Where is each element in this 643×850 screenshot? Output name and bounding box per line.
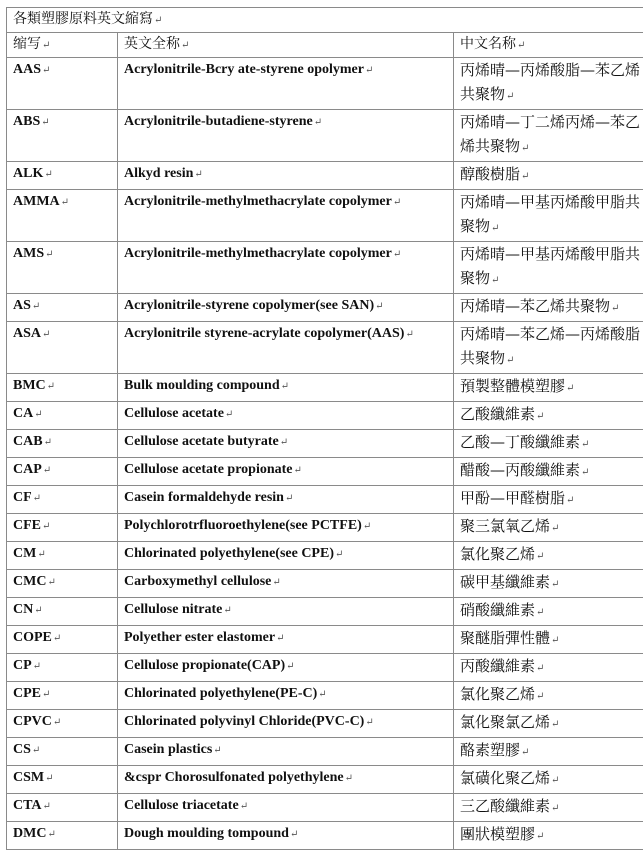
chinese-name-cell[interactable] [454,682,643,710]
abbr-cell[interactable] [7,542,118,570]
paragraph-mark: ↵ [34,605,42,616]
table-row [7,294,643,322]
english-name-text: Chlorinated polyethylene(PE-C) [124,686,317,701]
english-name-text: Casein plastics [124,742,212,757]
english-name-text: Cellulose acetate butyrate [124,434,279,449]
english-name-cell[interactable] [118,162,454,190]
paragraph-mark: ↵ [37,549,45,560]
paragraph-mark: ↵ [154,15,162,26]
chinese-name-cell[interactable] [454,570,643,598]
abbr-cell[interactable] [7,822,118,850]
english-name-text: Acrylonitrile styrene-acrylate copolymer(AAS) [124,326,404,341]
english-name-text: Cellulose acetate [124,406,224,421]
paragraph-mark: ↵ [33,661,41,672]
table-row [7,58,643,110]
abbr-text: CS [13,742,31,757]
paragraph-mark: ↵ [43,465,51,476]
document-page [6,7,643,850]
document-title: 各類塑膠原料英文縮寫 [13,11,153,27]
header-zh-cell[interactable] [454,33,643,58]
table-row [7,458,643,486]
paragraph-mark: ↵ [393,197,401,208]
english-name-cell[interactable] [118,58,454,110]
table-row [7,514,643,542]
abbr-cell[interactable] [7,294,118,322]
paragraph-mark: ↵ [405,329,413,340]
paragraph-mark: ↵ [32,301,40,312]
english-name-text: Acrylonitrile-Bcry ate-styrene opolymer [124,62,364,77]
english-name-text: Acrylonitrile-butadiene-styrene [124,114,313,129]
abbr-cell[interactable] [7,374,118,402]
chinese-name-text: 氯化聚乙烯 [460,545,535,563]
chinese-name-cell[interactable] [454,626,643,654]
paragraph-mark: ↵ [53,717,61,728]
english-name-cell[interactable] [118,242,454,294]
paragraph-mark: ↵ [581,467,589,478]
abbr-cell[interactable] [7,514,118,542]
chinese-name-text: 團狀模塑膠 [460,825,535,843]
paragraph-mark: ↵ [223,605,231,616]
table-row [7,322,643,374]
paragraph-mark: ↵ [536,663,544,674]
paragraph-mark: ↵ [491,275,499,286]
header-en: 英文全称 [124,36,180,52]
chinese-name-cell[interactable] [454,242,643,294]
chinese-name-cell[interactable] [454,794,643,822]
abbr-text: CPE [13,686,41,701]
chinese-name-cell[interactable] [454,822,643,850]
table-row [7,374,643,402]
abbr-text: AMMA [13,194,60,209]
english-name-cell[interactable] [118,542,454,570]
abbr-text: CFE [13,518,41,533]
chinese-name-cell[interactable] [454,486,643,514]
abbr-text: AS [13,298,31,313]
chinese-name-text: 預製整體模塑膠 [460,377,565,395]
chinese-name-text: 甲酚—甲醛樹脂 [460,489,565,507]
english-name-text: Dough moulding tompound [124,826,289,841]
chinese-name-cell[interactable] [454,514,643,542]
paragraph-mark: ↵ [44,437,52,448]
table-row [7,110,643,162]
english-name-text: Cellulose propionate(CAP) [124,658,285,673]
table-row [7,598,643,626]
paragraph-mark: ↵ [536,831,544,842]
paragraph-mark: ↵ [611,303,619,314]
paragraph-mark: ↵ [42,40,50,51]
english-name-text: &cspr Chorosulfonated polyethylene [124,770,344,785]
english-name-cell[interactable] [118,710,454,738]
abbr-cell[interactable] [7,486,118,514]
paragraph-mark: ↵ [318,689,326,700]
abbr-text: CF [13,490,32,505]
header-row [7,33,643,58]
chinese-name-cell[interactable] [454,58,643,110]
chinese-name-cell[interactable] [454,654,643,682]
chinese-name-text: 丙烯晴—甲基丙烯酸甲脂共聚物 [460,245,640,287]
english-name-cell[interactable] [118,458,454,486]
chinese-name-cell[interactable] [454,110,643,162]
paragraph-mark: ↵ [290,829,298,840]
english-name-cell[interactable] [118,514,454,542]
chinese-name-text: 醇酸樹脂 [460,165,520,183]
abbr-cell[interactable] [7,430,118,458]
chinese-name-text: 氯化聚氯乙烯 [460,713,550,731]
table-row [7,486,643,514]
paragraph-mark: ↵ [33,493,41,504]
chinese-name-cell[interactable] [454,766,643,794]
paragraph-mark: ↵ [521,171,529,182]
header-zh: 中文名称 [460,36,516,52]
paragraph-mark: ↵ [581,439,589,450]
english-name-cell[interactable] [118,654,454,682]
header-abbr: 缩写 [13,36,41,52]
english-name-cell[interactable] [118,570,454,598]
paragraph-mark: ↵ [213,745,221,756]
table-row [7,794,643,822]
table-row [7,654,643,682]
abbr-cell[interactable] [7,322,118,374]
english-name-text: Carboxymethyl cellulose [124,574,271,589]
chinese-name-cell[interactable] [454,374,643,402]
abbr-cell[interactable] [7,794,118,822]
chinese-name-cell[interactable] [454,542,643,570]
english-name-text: Chlorinated polyvinyl Chloride(PVC-C) [124,714,364,729]
paragraph-mark: ↵ [225,409,233,420]
chinese-name-text: 乙酸纖維素 [460,405,535,423]
paragraph-mark: ↵ [517,40,525,51]
abbr-cell[interactable] [7,766,118,794]
english-name-cell[interactable] [118,822,454,850]
abbr-cell[interactable] [7,190,118,242]
abbr-cell[interactable] [7,162,118,190]
table-row [7,402,643,430]
paragraph-mark: ↵ [536,411,544,422]
abbr-text: ASA [13,326,41,341]
paragraph-mark: ↵ [536,551,544,562]
paragraph-mark: ↵ [521,143,529,154]
english-name-text: Cellulose nitrate [124,602,222,617]
english-name-cell[interactable] [118,486,454,514]
paragraph-mark: ↵ [43,801,51,812]
chinese-name-text: 碳甲基纖維素 [460,573,550,591]
paragraph-mark: ↵ [375,301,383,312]
abbr-text: CSM [13,770,44,785]
paragraph-mark: ↵ [34,409,42,420]
chinese-name-text: 乙酸—丁酸纖維素 [460,433,580,451]
english-name-text: Cellulose triacetate [124,798,239,813]
paragraph-mark: ↵ [44,169,52,180]
abbr-text: ALK [13,166,43,181]
paragraph-mark: ↵ [53,633,61,644]
paragraph-mark: ↵ [42,689,50,700]
abbr-text: COPE [13,630,52,645]
paragraph-mark: ↵ [314,117,322,128]
abbr-cell[interactable] [7,710,118,738]
abbr-cell[interactable] [7,402,118,430]
english-name-cell[interactable] [118,190,454,242]
chinese-name-text: 丙烯晴—丙烯酸脂—苯乙烯共聚物 [460,61,640,103]
abbr-cell[interactable] [7,626,118,654]
english-name-text: Polychlorotrfluoroethylene(see PCTFE) [124,518,362,533]
abbr-text: CMC [13,574,46,589]
header-en-cell[interactable] [118,33,454,58]
abbr-text: DMC [13,826,46,841]
chinese-name-cell[interactable] [454,402,643,430]
english-name-cell[interactable] [118,738,454,766]
english-name-cell[interactable] [118,598,454,626]
abbr-text: CTA [13,798,42,813]
chinese-name-text: 聚三氯氧乙烯 [460,517,550,535]
chinese-name-cell[interactable] [454,162,643,190]
paragraph-mark: ↵ [286,661,294,672]
chinese-name-text: 氯化聚乙烯 [460,685,535,703]
english-name-text: Bulk moulding compound [124,378,280,393]
paragraph-mark: ↵ [47,381,55,392]
abbr-text: CPVC [13,714,52,729]
table-row [7,682,643,710]
chinese-name-text: 聚醚脂彈性體 [460,629,550,647]
paragraph-mark: ↵ [506,91,514,102]
chinese-name-cell[interactable] [454,322,643,374]
paragraph-mark: ↵ [551,579,559,590]
chinese-name-cell[interactable] [454,710,643,738]
paragraph-mark: ↵ [272,577,280,588]
english-name-text: Acrylonitrile-methylmethacrylate copolymer [124,246,392,261]
paragraph-mark: ↵ [393,249,401,260]
english-name-cell[interactable] [118,682,454,710]
abbr-text: CN [13,602,33,617]
paragraph-mark: ↵ [335,549,343,560]
english-name-cell[interactable] [118,402,454,430]
abbr-text: AMS [13,246,44,261]
chinese-name-cell[interactable] [454,458,643,486]
paragraph-mark: ↵ [240,801,248,812]
paragraph-mark: ↵ [536,691,544,702]
paragraph-mark: ↵ [42,521,50,532]
paragraph-mark: ↵ [566,383,574,394]
abbr-cell[interactable] [7,738,118,766]
paragraph-mark: ↵ [42,65,50,76]
abbr-cell[interactable] [7,598,118,626]
abbr-text: BMC [13,378,46,393]
paragraph-mark: ↵ [551,523,559,534]
chinese-name-cell[interactable] [454,294,643,322]
chinese-name-text: 硝酸纖維素 [460,601,535,619]
paragraph-mark: ↵ [536,607,544,618]
paragraph-mark: ↵ [42,329,50,340]
chinese-name-cell[interactable] [454,190,643,242]
table-row [7,710,643,738]
english-name-cell[interactable] [118,110,454,162]
paragraph-mark: ↵ [280,437,288,448]
abbr-cell[interactable] [7,654,118,682]
paragraph-mark: ↵ [294,465,302,476]
chinese-name-text: 丙烯晴—甲基丙烯酸甲脂共聚物 [460,193,640,235]
english-name-text: Alkyd resin [124,166,193,181]
english-name-text: Casein formaldehyde resin [124,490,284,505]
table-row [7,766,643,794]
chinese-name-text: 三乙酸纖維素 [460,797,550,815]
table-row [7,626,643,654]
english-name-cell[interactable] [118,294,454,322]
abbr-cell[interactable] [7,110,118,162]
english-name-cell[interactable] [118,626,454,654]
paragraph-mark: ↵ [551,635,559,646]
paragraph-mark: ↵ [285,493,293,504]
paragraph-mark: ↵ [365,65,373,76]
title-row [7,8,643,33]
title-cell[interactable] [7,8,643,33]
paragraph-mark: ↵ [281,381,289,392]
paragraph-mark: ↵ [181,40,189,51]
english-name-cell[interactable] [118,322,454,374]
paragraph-mark: ↵ [506,355,514,366]
chinese-name-cell[interactable] [454,738,643,766]
paragraph-mark: ↵ [45,773,53,784]
chinese-name-cell[interactable] [454,598,643,626]
table-row [7,738,643,766]
paragraph-mark: ↵ [276,633,284,644]
abbr-text: CAB [13,434,43,449]
abbr-cell[interactable] [7,58,118,110]
english-name-cell[interactable] [118,794,454,822]
paragraph-mark: ↵ [551,719,559,730]
paragraph-mark: ↵ [194,169,202,180]
table-row [7,190,643,242]
abbr-cell[interactable] [7,682,118,710]
chinese-name-text: 丙酸纖維素 [460,657,535,675]
paragraph-mark: ↵ [551,803,559,814]
table-row [7,570,643,598]
chinese-name-text: 酪素塑膠 [460,741,520,759]
table-row [7,242,643,294]
abbr-text: ABS [13,114,40,129]
table-row [7,162,643,190]
paragraph-mark: ↵ [32,745,40,756]
chinese-name-text: 丙烯晴—苯乙烯—丙烯酸脂共聚物 [460,325,640,367]
english-name-text: Cellulose acetate propionate [124,462,293,477]
abbr-text: CP [13,658,32,673]
paragraph-mark: ↵ [61,197,69,208]
chinese-name-text: 丙烯晴—丁二烯丙烯—苯乙烯共聚物 [460,113,640,155]
abbr-cell[interactable] [7,570,118,598]
english-name-text: Chlorinated polyethylene(see CPE) [124,546,334,561]
english-name-text: Acrylonitrile-styrene copolymer(see SAN) [124,298,374,313]
english-name-cell[interactable] [118,766,454,794]
table-row [7,822,643,850]
english-name-cell[interactable] [118,430,454,458]
english-name-text: Polyether ester elastomer [124,630,275,645]
paragraph-mark: ↵ [551,775,559,786]
paragraph-mark: ↵ [491,223,499,234]
abbreviation-table [6,7,643,850]
paragraph-mark: ↵ [47,829,55,840]
paragraph-mark: ↵ [41,117,49,128]
english-name-cell[interactable] [118,374,454,402]
paragraph-mark: ↵ [47,577,55,588]
abbr-text: CAP [13,462,42,477]
abbr-text: CM [13,546,36,561]
chinese-name-cell[interactable] [454,430,643,458]
chinese-name-text: 丙烯晴—苯乙烯共聚物 [460,297,610,315]
paragraph-mark: ↵ [345,773,353,784]
table-row [7,430,643,458]
paragraph-mark: ↵ [566,495,574,506]
paragraph-mark: ↵ [365,717,373,728]
paragraph-mark: ↵ [363,521,371,532]
chinese-name-text: 氯磺化聚乙烯 [460,769,550,787]
abbr-cell[interactable] [7,458,118,486]
abbr-text: AAS [13,62,41,77]
paragraph-mark: ↵ [45,249,53,260]
chinese-name-text: 醋酸—丙酸纖維素 [460,461,580,479]
abbr-cell[interactable] [7,242,118,294]
table-row [7,542,643,570]
paragraph-mark: ↵ [521,747,529,758]
header-abbr-cell[interactable] [7,33,118,58]
abbr-text: CA [13,406,33,421]
english-name-text: Acrylonitrile-methylmethacrylate copolymer [124,194,392,209]
